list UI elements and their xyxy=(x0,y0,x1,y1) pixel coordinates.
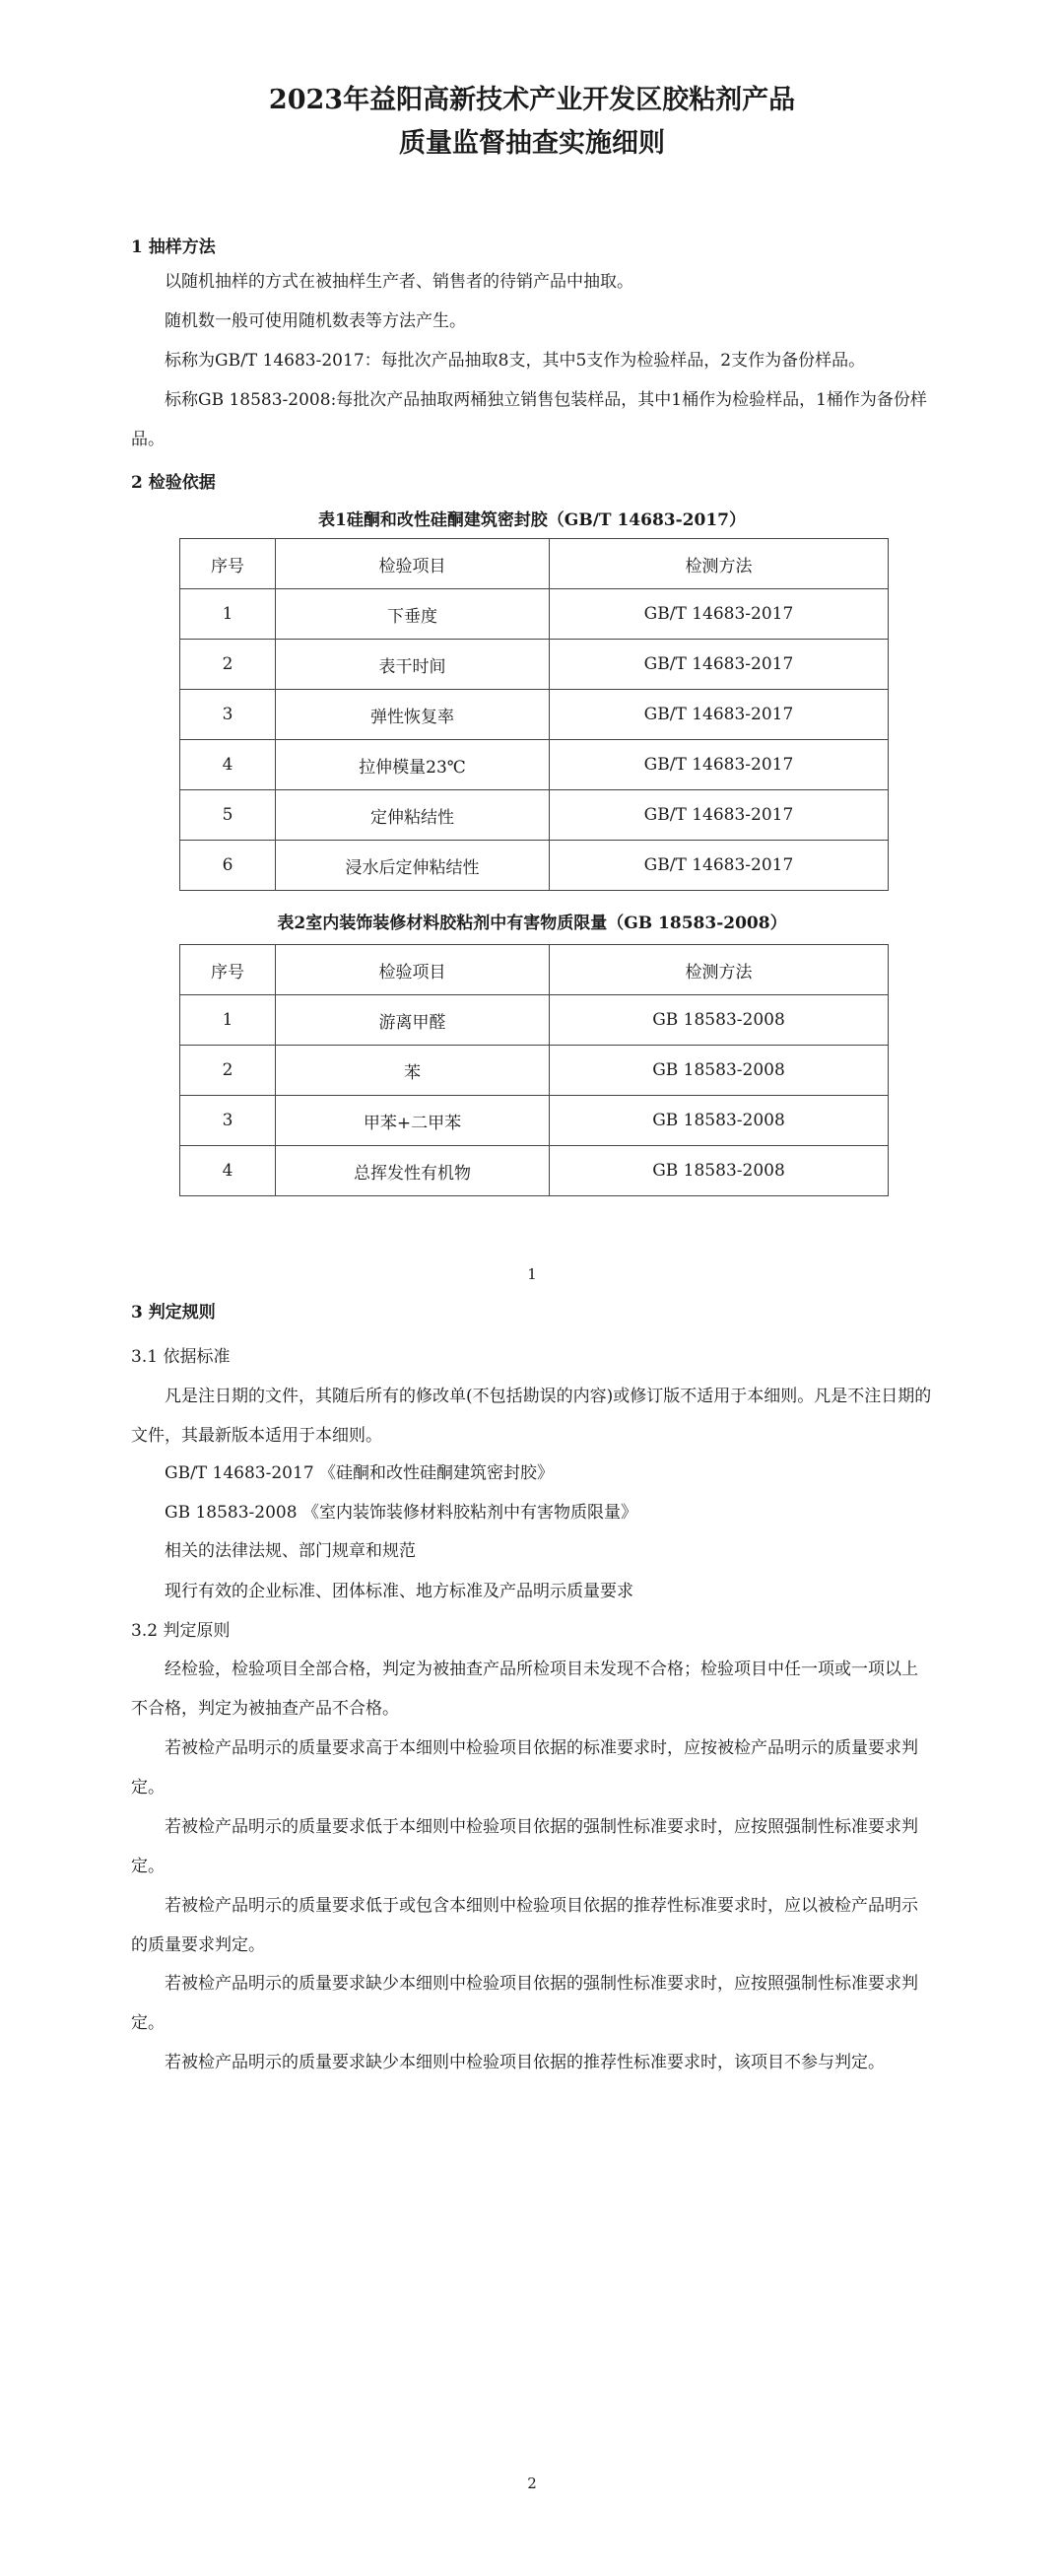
table-cell: GB/T 14683-2017 xyxy=(550,640,889,690)
table-cell: GB 18583-2008 xyxy=(550,995,889,1046)
rule-para: 若被检产品明示的质量要求低于本细则中检验项目依据的强制性标准要求时，应按照强制性标准要求判定。 xyxy=(131,1817,918,1876)
table2-header-cell: 检验项目 xyxy=(276,945,550,995)
table-row xyxy=(180,1096,889,1146)
rule-para: 若被检产品明示的质量要求缺少本细则中检验项目依据的强制性标准要求时，应按照强制性标准要求判定。 xyxy=(131,1974,918,2033)
table-cell: 2 xyxy=(180,1046,276,1096)
table-row xyxy=(180,841,889,891)
table-cell: 2 xyxy=(180,640,276,690)
rule-para: 若被检产品明示的质量要求高于本细则中检验项目依据的标准要求时，应按被检产品明示的质量要求判定。 xyxy=(131,1738,918,1797)
section3-2-heading: 3.2 判定原则 xyxy=(131,1621,231,1641)
table-cell: 5 xyxy=(180,790,276,841)
table-cell: GB 18583-2008 xyxy=(550,1096,889,1146)
table1-header-row xyxy=(180,539,889,589)
table-row xyxy=(180,1046,889,1096)
table-cell: 苯 xyxy=(276,1046,550,1096)
standard-item: 相关的法律法规、部门规章和规范 xyxy=(165,1541,416,1561)
section3-1-heading: 3.1 依据标准 xyxy=(131,1347,231,1367)
table2-header-cell: 序号 xyxy=(180,945,276,995)
section1-para3: 标称为GB/T 14683-2017：每批次产品抽取8支，其中5支作为检验样品，2支作为备份样品。 xyxy=(165,351,866,371)
section1-para1: 以随机抽样的方式在被抽样生产者、销售者的待销产品中抽取。 xyxy=(165,272,633,292)
section3-1-para: 凡是注日期的文件，其随后所有的修改单(不包括勘误的内容)或修订版不适用于本细则。凡是不注日期的文件，其最新版本适用于本细则。 xyxy=(131,1387,932,1446)
section1-para2: 随机数一般可使用随机数表等方法产生。 xyxy=(165,311,466,331)
table-cell: GB/T 14683-2017 xyxy=(550,790,889,841)
table1-caption: 表1硅酮和改性硅酮建筑密封胶（GB/T 14683-2017） xyxy=(317,510,746,530)
table-cell: GB/T 14683-2017 xyxy=(550,841,889,891)
section3-heading: 3 判定规则 xyxy=(131,1303,216,1322)
doc-title-line1: 2023年益阳高新技术产业开发区胶粘剂产品 xyxy=(268,85,796,115)
table2-caption: 表2室内装饰装修材料胶粘剂中有害物质限量（GB 18583-2008） xyxy=(277,914,787,933)
page-number: 1 xyxy=(527,1265,537,1283)
table-cell: 下垂度 xyxy=(276,589,550,640)
table1-header-cell: 检测方法 xyxy=(550,539,889,589)
table1-header-cell: 检验项目 xyxy=(276,539,550,589)
table-cell: GB/T 14683-2017 xyxy=(550,690,889,740)
table-cell: GB 18583-2008 xyxy=(550,1046,889,1096)
table1-header-cell: 序号 xyxy=(180,539,276,589)
rule-para: 若被检产品明示的质量要求缺少本细则中检验项目依据的推荐性标准要求时，该项目不参与判定。 xyxy=(165,2053,885,2072)
rule-para: 经检验，检验项目全部合格，判定为被抽查产品所检项目未发现不合格；检验项目中任一项或一项以上不合格，判定为被抽查产品不合格。 xyxy=(131,1660,918,1719)
rule-para: 若被检产品明示的质量要求低于或包含本细则中检验项目依据的推荐性标准要求时，应以被检产品明示的质量要求判定。 xyxy=(131,1896,918,1955)
table-row xyxy=(180,995,889,1046)
table-row xyxy=(180,640,889,690)
table-cell: 6 xyxy=(180,841,276,891)
section1-heading: 1 抽样方法 xyxy=(131,237,216,257)
table-cell: 拉伸模量23℃ xyxy=(276,740,550,790)
table-cell: 4 xyxy=(180,740,276,790)
table-row xyxy=(180,740,889,790)
table2-header-cell: 检测方法 xyxy=(550,945,889,995)
table-cell: GB/T 14683-2017 xyxy=(550,589,889,640)
table-cell: 总挥发性有机物 xyxy=(276,1146,550,1196)
section1-para4: 标称GB 18583-2008:每批次产品抽取两桶独立销售包装样品，其中1桶作为检验样品，1桶作为备份样品。 xyxy=(131,390,927,449)
doc-title-line2: 质量监督抽查实施细则 xyxy=(399,128,665,159)
table-cell: 浸水后定伸粘结性 xyxy=(276,841,550,891)
table-cell: 1 xyxy=(180,589,276,640)
table-cell: 3 xyxy=(180,1096,276,1146)
table-row xyxy=(180,589,889,640)
table-cell: 1 xyxy=(180,995,276,1046)
standard-item: 现行有效的企业标准、团体标准、地方标准及产品明示质量要求 xyxy=(165,1582,633,1601)
table-cell: 表干时间 xyxy=(276,640,550,690)
table1 xyxy=(179,538,889,891)
table-row xyxy=(180,690,889,740)
table-cell: 定伸粘结性 xyxy=(276,790,550,841)
table-cell: GB/T 14683-2017 xyxy=(550,740,889,790)
page-number: 2 xyxy=(527,2474,537,2492)
table2-header-row xyxy=(180,945,889,995)
table-cell: 甲苯+二甲苯 xyxy=(276,1096,550,1146)
table2 xyxy=(179,944,889,1196)
section2-heading: 2 检验依据 xyxy=(131,473,216,493)
table-cell: 弹性恢复率 xyxy=(276,690,550,740)
table-row xyxy=(180,1146,889,1196)
table-row xyxy=(180,790,889,841)
standard-item: GB/T 14683-2017 《硅酮和改性硅酮建筑密封胶》 xyxy=(165,1463,555,1483)
table-cell: GB 18583-2008 xyxy=(550,1146,889,1196)
table-cell: 4 xyxy=(180,1146,276,1196)
standard-item: GB 18583-2008 《室内装饰装修材料胶粘剂中有害物质限量》 xyxy=(165,1503,637,1523)
table-cell: 3 xyxy=(180,690,276,740)
table-cell: 游离甲醛 xyxy=(276,995,550,1046)
